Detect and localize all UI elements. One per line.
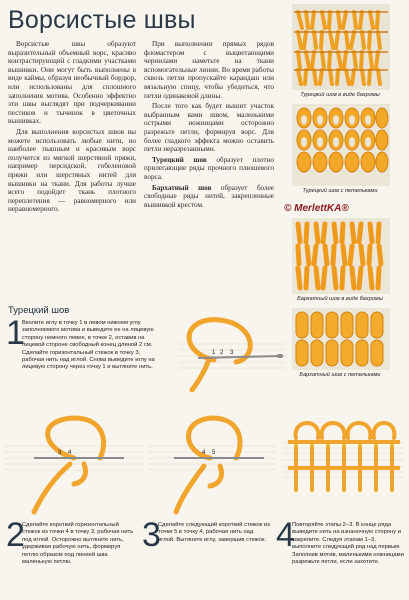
velvet-stitch-desc: образует более свободные ряды нитей, закрепленные вышивкой крестом. — [144, 183, 274, 209]
caption-velvet-loops: Бархатный шов с петельками — [299, 372, 381, 378]
swatch-turkish-fringe — [292, 4, 390, 90]
intro-column-left — [8, 40, 136, 216]
copyright-watermark: © MerlettKA® — [284, 203, 349, 214]
step-1-text: Вколите иглу в точку 1 в левом нижнем углу заполняемого мотива и выведите ее на лицевую сторону немного левее, в точке 2, оставив на лицевой стороне свободный конец длиной 2 см. Сделайте горизонтальный стежок в точку 3, рабочая нить над иглой. Снова выведите иглу на лицевую сторону через точку 1 и вытяните нить. — [22, 320, 155, 371]
point-label-5: 5 — [212, 450, 216, 456]
intro-paragraph: Ворсистые швы образуют выразительный объемный ворс, красиво контрастирующий с гладкими участками вышивки. Они могут быть выполнены в виде каймы, образуя необычный бордюр, или использованы для сплошного заполнения мотива. Особенно эффектно эти швы выглядят при подчеркивании пестиков и тычинок в цветочных вышивках. — [8, 40, 136, 126]
step-1-number: 1 — [6, 314, 25, 352]
step-4-illustration — [282, 412, 404, 520]
step-3-number: 3 — [142, 516, 161, 554]
step-1-illustration — [178, 312, 286, 392]
caption-velvet-fringe: Бархатный шов в виде бахромы — [297, 296, 383, 302]
velvet-stitch-paragraph — [144, 184, 274, 210]
swatch-turkish-loops — [292, 104, 390, 186]
point-label-2: 2 — [220, 350, 224, 356]
guidelines-paragraph: При выполнении прямых рядов фломастером с выцветающими чернилами наметьте на ткани вспомогательные линии. Во время работы сквозь петли пропускайте карандаш или вязальную спицу, чтобы убедиться, что петли одинаковой длины. — [144, 40, 274, 100]
point-label-3b: 3 — [58, 450, 62, 456]
step-4-text: Повторяйте этапы 2–3. В конце ряда выведите нить на изнаночную сторону и закрепите. Следуя этапам 1–3, выполните следующий ряд над первым. Заполнив мотив, маленькими ножницами разрежьте петли, если захотите. — [292, 522, 404, 566]
section-title-turkish-stitch: Турецкий шов — [8, 305, 70, 316]
step-2-illustration — [4, 412, 144, 520]
point-label-4b: 4 — [202, 450, 206, 456]
step-4-number: 4 — [276, 516, 295, 554]
point-label-3: 3 — [230, 350, 234, 356]
caption-turkish-fringe: Турецкий шов в виде бахромы — [300, 92, 380, 98]
point-label-4: 4 — [68, 450, 72, 456]
step-3-illustration — [148, 412, 276, 520]
step-2-number: 2 — [6, 516, 25, 554]
swatch-velvet-fringe — [292, 218, 390, 294]
turkish-stitch-desc: образует плотно прилегающие ряды прочного плюшевого ворса. — [144, 155, 274, 181]
materials-paragraph: Для выполнения ворсистых швов вы можете использовать любые нити, но наиболее пышным и красивым ворс получится из мягкой шерстяной пряжи, например персидской, гобеленовой пряжи или шерстяных нитей для вышивки на ткани. Для работы лучше всего подойдет ткань плотного переплетения — равномерного или неравномерного. — [8, 127, 136, 214]
velvet-stitch-term: Бархатный шов — [152, 183, 212, 192]
step-3-text: Сделайте следующий короткий стежок из точки 5 в точку 4, рабочая нить над иглой. Вытяните иглу, завершив стежок. — [158, 522, 270, 543]
swatch-velvet-loops — [292, 308, 390, 370]
step-2-text: Сделайте короткий горизонтальный стежок из точки 4 в точку 3, рабочая нить под иглой. Осторожно вытяните нить, удерживая рабочую нить, формируя петлю образом под линией шва маленькую петлю. — [22, 522, 134, 566]
turkish-stitch-term: Турецкий шов — [152, 155, 207, 164]
caption-turkish-loops: Турецкий шов с петельками — [302, 188, 378, 194]
intro-column-right — [144, 40, 274, 211]
point-label-1: 1 — [212, 350, 216, 356]
cutting-paragraph: После того как будет вышит участок выбранным вами швом, маленькими острыми ножницами осторожно разрежьте петли, формируя ворс. Для более гладкого эффекта можно оставить петли неразрезанными. — [144, 102, 274, 154]
page-title: Ворсистые швы — [8, 6, 196, 34]
turkish-stitch-paragraph — [144, 156, 274, 182]
